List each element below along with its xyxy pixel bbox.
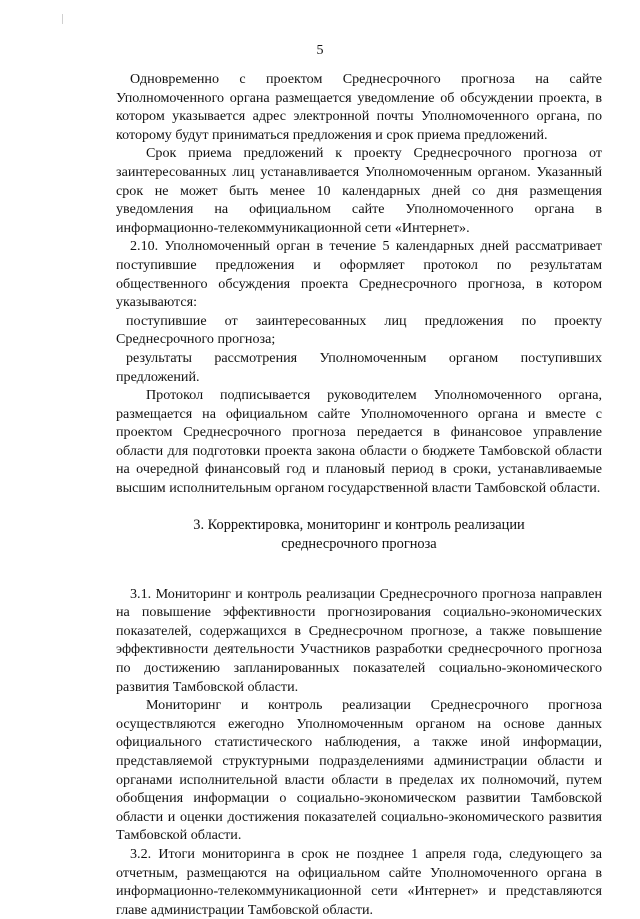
list-item-results: результаты рассмотрения Уполномоченным органом поступивших предложений. bbox=[116, 349, 602, 385]
paragraph-3-1: 3.1. Мониторинг и контроль реализации Среднесрочного прогноза направлен на повышение эффективности прогнозирования социально-экономических показателей, содержащихся в Среднесрочном прогнозе, а также повышение эффективности деятельности Участников разработки среднесрочного прогноза по достижению запланированных показателей социально-экономического развития Тамбовской области. bbox=[116, 585, 602, 695]
section-heading-line-1: 3. Корректировка, мониторинг и контроль реализации bbox=[193, 516, 525, 533]
page-number: 5 bbox=[316, 43, 324, 58]
scan-edge-mark bbox=[62, 14, 63, 24]
list-item-proposals: поступившие от заинтересованных лиц предложения по проекту Среднесрочного прогноза; bbox=[116, 312, 602, 348]
document-body bbox=[116, 70, 602, 919]
paragraph-2-10: 2.10. Уполномоченный орган в течение 5 календарных дней рассматривает поступившие предложения и оформляет протокол по результатам общественного обсуждения проекта Среднесрочного прогноза, в котором указываются: bbox=[116, 238, 602, 311]
paragraph-draft-notice: Одновременно с проектом Среднесрочного прогноза на сайте Уполномоченного органа размещается уведомление об обсуждении проекта, в котором указывается адрес электронной почты Уполномоченного органа, по которому будут приниматься предложения и срок приема предложений. bbox=[116, 71, 602, 143]
paragraph-monitoring: Мониторинг и контроль реализации Среднесрочного прогноза осуществляются ежегодно Уполномоченным органом на основе данных официального статистического наблюдения, а также иной информации, представляемой структурными подразделениями администрации области и органами исполнительной власти области в пределах их полномочий, путем обобщения информации о социально-экономическом развитии Тамбовской области и оценки достижения показателей социально-экономического развития Тамбовской области. bbox=[116, 697, 602, 844]
paragraph-3-2: 3.2. Итоги мониторинга в срок не позднее 1 апреля года, следующего за отчетным, размещаются на официальном сайте Уполномоченного органа в информационно-телекоммуникационной сети «Интернет» и представляются главе администрации Тамбовской области. bbox=[116, 845, 602, 918]
section-heading-3 bbox=[116, 516, 602, 554]
section-heading-line-2: среднесрочного прогноза bbox=[281, 535, 437, 552]
paragraph-proposal-deadline: Срок приема предложений к проекту Среднесрочного прогноза от заинтересованных лиц устанавливается Уполномоченным органом. Указанный срок не может быть менее 10 календарных дней со дня размещения уведомления на официальном сайте Уполномоченного органа в информационно-телекоммуникационной сети «Интернет». bbox=[116, 145, 602, 236]
paragraph-protocol: Протокол подписывается руководителем Уполномоченного органа, размещается на официальном сайте Уполномоченного органа и вместе с проектом Среднесрочного прогноза передается в финансовое управление области для подготовки проекта закона области о бюджете Тамбовской области на очередной финансовый год и плановый период в сроки, устанавливаемые высшим исполнительным органом государственной власти Тамбовской области. bbox=[116, 387, 602, 497]
